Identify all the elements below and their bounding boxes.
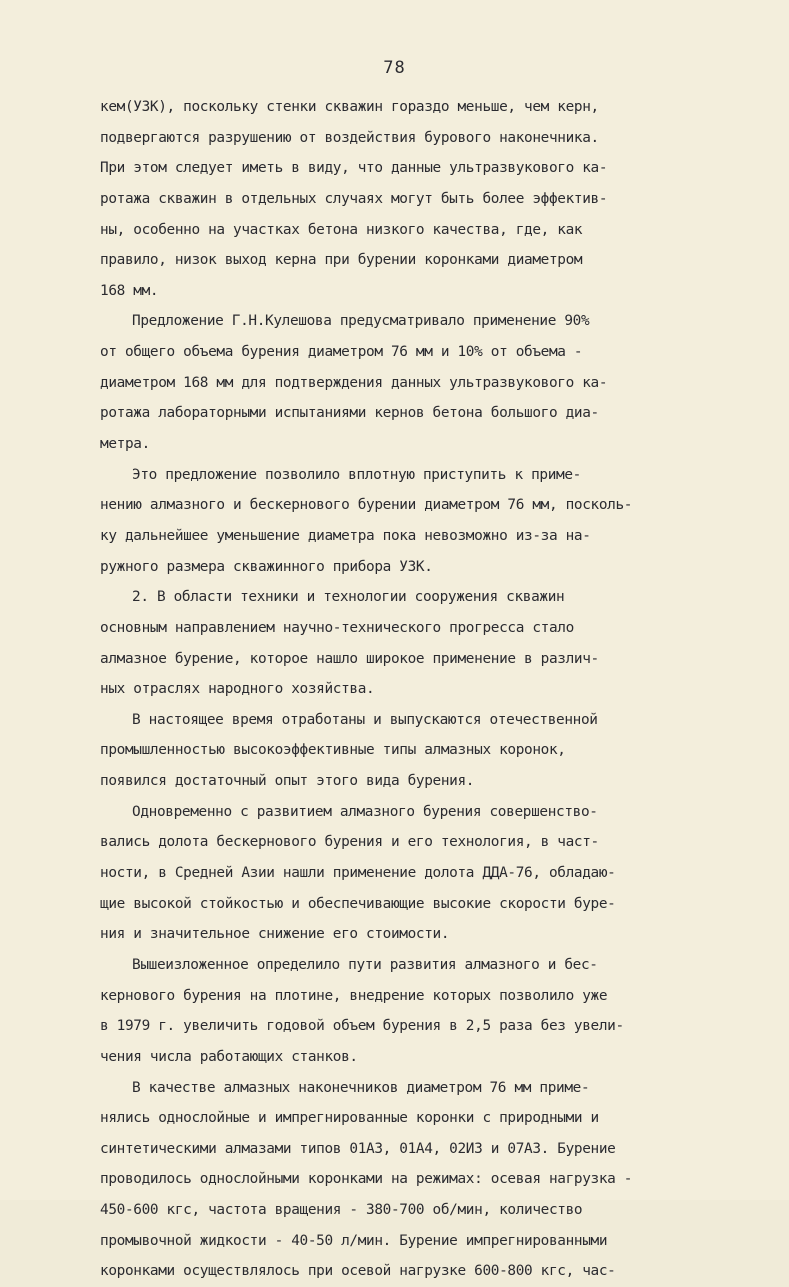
body-text — [100, 92, 720, 1287]
text-line: Предложение Г.Н.Кулешова предусматривало применение 90% — [132, 313, 590, 330]
text-line: в 1979 г. увеличить годовой объем бурения в 2,5 раза без увели- — [100, 1018, 624, 1035]
text-line: подвергаются разрушению от воздействия бурового наконечника. — [100, 129, 599, 146]
text-line: 450-600 кгс, частота вращения - 380-700 об/мин, количество — [100, 1202, 583, 1219]
text-line: Вышеизложенное определило пути развития алмазного и бес- — [132, 956, 598, 973]
text-line: промывочной жидкости - 40-50 л/мин. Бурение импрегнированными — [100, 1232, 608, 1249]
text-line: нению алмазного и бескернового бурении диаметром 76 мм, посколь- — [100, 497, 633, 514]
text-line: ны, особенно на участках бетона низкого качества, где, как — [100, 221, 583, 238]
text-line: В настоящее время отработаны и выпускаются отечественной — [132, 711, 598, 728]
text-line: алмазное бурение, которое нашло широкое применение в различ- — [100, 650, 599, 667]
text-line: ных отраслях народного хозяйства. — [100, 681, 375, 698]
text-line: Это предложение позволило вплотную приступить к приме- — [132, 466, 581, 483]
text-line: ружного размера скважинного прибора УЗК. — [100, 558, 433, 575]
page-number: 78 — [383, 58, 406, 78]
text-line: коронками осуществлялось при осевой нагрузке 600-800 кгс, час- — [100, 1263, 616, 1280]
text-line: ния и значительное снижение его стоимости. — [100, 926, 450, 943]
text-line: 2. В области техники и технологии сооружения скважин — [132, 589, 565, 606]
text-line: В качестве алмазных наконечников диаметром 76 мм приме- — [132, 1079, 590, 1096]
text-line: ку дальнейшее уменьшение диаметра пока невозможно из-за на- — [100, 527, 591, 544]
text-line: основным направлением научно-технического прогресса стало — [100, 619, 574, 636]
text-line: нялись однослойные и импрегнированные коронки с природными и — [100, 1110, 599, 1127]
text-line: вались долота бескернового бурения и его технология, в част- — [100, 834, 599, 851]
text-line: чения числа работающих станков. — [100, 1048, 358, 1065]
text-line: кем(УЗК), поскольку стенки скважин гораздо меньше, чем керн, — [100, 99, 599, 115]
text-line: ротажа скважин в отдельных случаях могут быть более эффектив- — [100, 190, 608, 207]
text-line: от общего объема бурения диаметром 76 мм и 10% от объема - — [100, 344, 583, 361]
text-line: проводилось однослойными коронками на режимах: осевая нагрузка - — [100, 1171, 633, 1188]
text-line: Одновременно с развитием алмазного бурения совершенство- — [132, 803, 598, 820]
text-line: промышленностью высокоэффективные типы алмазных коронок, — [100, 742, 566, 759]
text-line: При этом следует иметь в виду, что данные ультразвукового ка- — [100, 160, 608, 177]
text-line: кернового бурения на плотине, внедрение которых позволило уже — [100, 987, 608, 1004]
text-line: появился достаточный опыт этого вида бурения. — [100, 773, 475, 790]
text-line: ротажа лабораторными испытаниями кернов бетона большого диа- — [100, 405, 599, 422]
text-line: ности, в Средней Азии нашли применение долота ДДА-76, обладаю- — [100, 865, 616, 882]
text-line: синтетическими алмазами типов 01А3, 01А4, 02И3 и 07А3. Бурение — [100, 1140, 616, 1157]
text-line: 168 мм. — [100, 282, 159, 299]
text-line: правило, низок выход керна при бурении коронками диаметром — [100, 252, 583, 269]
text-line: щие высокой стойкостью и обеспечивающие высокие скорости буре- — [100, 895, 616, 912]
text-line: диаметром 168 мм для подтверждения данных ультразвукового ка- — [100, 374, 608, 391]
text-line: метра. — [100, 436, 150, 453]
